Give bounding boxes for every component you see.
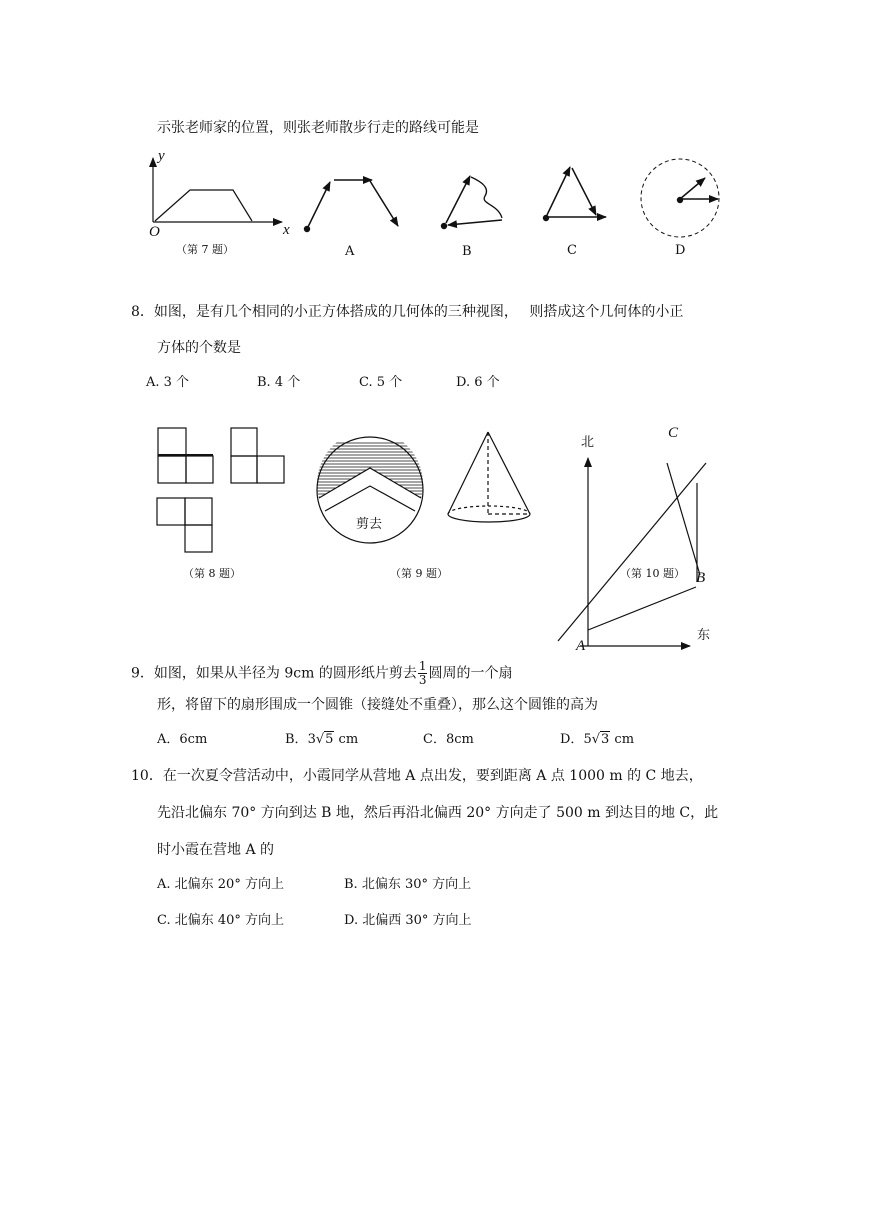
- q9-option-d: D．5√3 cm: [560, 732, 635, 747]
- q9-option-c: C．8cm: [423, 732, 474, 747]
- q9-option-d-coef: 5: [583, 732, 592, 747]
- q9-option-d-unit: cm: [610, 732, 635, 747]
- q10-option-a: A. 北偏东 20° 方向上: [157, 877, 284, 892]
- q9-option-b-coef: 3: [307, 732, 316, 747]
- q7-option-c-figure: [543, 167, 606, 221]
- q8-option-a: A. 3 个: [146, 375, 190, 390]
- q9-line1: [131, 660, 512, 687]
- q7-option-a-figure: [304, 180, 398, 232]
- q9-line2: 形，将留下的扇形围成一个圆锥（接缝处不重叠），那么这个圆锥的高为: [157, 697, 598, 713]
- q8-option-c: C. 5 个: [359, 375, 403, 390]
- q10-line2: 先沿北偏东 70° 方向到达 B 地，然后再沿北偏西 20° 方向走了 500 m 到达目的地 C，此: [157, 805, 719, 821]
- q8-line2: 方体的个数是: [157, 340, 241, 356]
- q9-option-b-radicand: 5: [325, 732, 334, 747]
- q8-caption: （第 8 题）: [183, 567, 241, 580]
- q7-option-d-figure: [641, 159, 719, 237]
- q10-caption: （第 10 题）: [620, 567, 685, 580]
- q10-north-label: 北: [581, 435, 595, 450]
- q8-option-d: D. 6 个: [456, 375, 500, 390]
- q9-option-d-radicand: 3: [601, 732, 610, 747]
- q7-option-a-label: A: [345, 244, 355, 259]
- q9-line1-b: 圆周的一个扇: [428, 665, 513, 682]
- q10-line1: 10．在一次夏令营活动中，小霞同学从营地 A 点出发，要到距离 A 点 1000 m 的 C 地去，: [131, 768, 703, 784]
- q8-three-views: [157, 428, 284, 552]
- q10-line3: 时小霞在营地 A 的: [157, 842, 275, 858]
- q10-option-c: C. 北偏东 40° 方向上: [157, 913, 285, 928]
- q9-frac-num: 1: [418, 659, 427, 673]
- q7-intro-line: 示张老师家的位置，则张老师散步行走的路线可能是: [157, 120, 479, 136]
- q9-frac-den: 3: [418, 673, 427, 687]
- q9-cone-figure: [448, 432, 530, 522]
- q10-east-label: 东: [697, 628, 711, 643]
- q9-option-b-unit: cm: [334, 732, 359, 747]
- q10-option-d: D. 北偏西 30° 方向上: [344, 913, 472, 928]
- q7-graph: [153, 158, 282, 222]
- q8-option-b: B. 4 个: [257, 375, 301, 390]
- q9-option-b: B．3√5 cm: [285, 732, 359, 747]
- q7-axis-y-label: y: [158, 148, 165, 164]
- q9-caption: （第 9 题）: [390, 567, 448, 580]
- q7-option-c-label: C: [567, 243, 577, 258]
- q9-option-b-prefix: B．: [285, 732, 308, 747]
- q9-option-a: A．6cm: [157, 732, 208, 747]
- q7-caption: （第 7 题）: [176, 243, 234, 256]
- q7-axis-x-label: x: [283, 222, 290, 238]
- q10-point-b-label: B: [696, 570, 706, 586]
- q7-option-b-figure: [441, 176, 502, 229]
- q10-figure: [558, 458, 706, 646]
- q10-option-b: B. 北偏东 30° 方向上: [344, 877, 472, 892]
- q8-line1: 8．如图，是有几个相同的小正方体搭成的几何体的三种视图， 则搭成这个几何体的小正: [131, 304, 684, 320]
- q9-cut-label: 剪去: [356, 517, 383, 532]
- q7-origin-label: O: [149, 224, 160, 240]
- q9-line1-a: 9．如图，如果从半径为 9cm 的圆形纸片剪去: [131, 665, 417, 682]
- q10-point-c-label: C: [668, 425, 679, 441]
- q9-option-d-prefix: D．: [560, 732, 584, 747]
- q7-option-b-label: B: [462, 244, 472, 259]
- q9-fraction: [418, 660, 428, 687]
- q7-option-d-label: D: [675, 243, 686, 258]
- q10-point-a-label: A: [576, 638, 586, 654]
